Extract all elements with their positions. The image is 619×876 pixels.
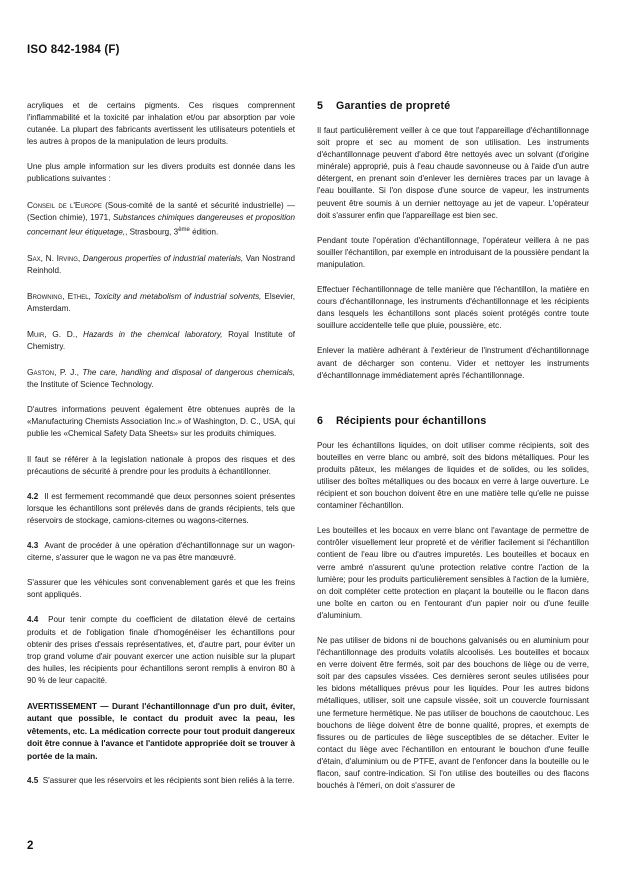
reference-author: Muir, G. D., bbox=[27, 328, 78, 339]
page-number: 2 bbox=[27, 840, 34, 852]
clause-4-3 bbox=[27, 540, 295, 564]
reference-post-title: Elsevier, Amsterdam. bbox=[27, 291, 296, 313]
section-number: 6 bbox=[317, 414, 324, 427]
clause-number: 4.4 bbox=[27, 615, 39, 625]
paragraph-5-4: Enlever la matière adhérant à l'extérieur de l'instrument d'échantillonnage avant de décharger son contenu. Vider et nettoyer les instruments d'échantillonnage immédiatement après l'échantillonnage. bbox=[317, 346, 589, 380]
reference-post-title: , Strasbourg, 3 bbox=[125, 227, 179, 237]
reference-conseil-europe bbox=[27, 199, 295, 239]
clause-text: Il est fermement recommandé que deux personnes soient présentes lorsque les échantillons sont prélevés dans de grands récipients, tels que réservoirs de stockage, camions-citernes ou wagons-citernes. bbox=[27, 491, 295, 525]
clause-number: 4.3 bbox=[27, 541, 39, 551]
reference-author: Gaston, P. J., bbox=[27, 367, 79, 378]
clause-text: Avant de procéder à une opération d'échantillonnage sur un wagon-citerne, s'assurer que le wagon ne va pas être manœuvré. bbox=[27, 541, 295, 563]
paragraph-6-1: Pour les échantillons liquides, on doit utiliser comme récipients, soit des bouteilles en verre blanc ou ambré, soit des bidons métalliques. Pour les produits pâteux, les mélanges de liquides et de solides, ou les solides, utiliser des boîtes métalliques ou des bocaux en verre à large ouverture. Le récipient et son bouchon doivent être en une matière telle qu'elle ne puisse contaminer l'échantillon. bbox=[317, 440, 589, 511]
paragraph-legislation: Il faut se référer à la legislation nationale à propos des risques et des précautions de sécurité à prendre pour les produits à échantillonner. bbox=[27, 454, 295, 476]
reference-post-title: the Institute of Science Technology. bbox=[27, 380, 154, 390]
clause-number: 4.2 bbox=[27, 491, 39, 501]
reference-title: Substances chimiques dangereuses et proposition concernant leur étiquetage, bbox=[27, 212, 296, 237]
section-title: Récipients pour échantillons bbox=[336, 414, 487, 427]
reference-post-title: Van Nostrand Reinhold. bbox=[27, 253, 296, 275]
reference-browning bbox=[27, 290, 295, 315]
section-number: 5 bbox=[317, 100, 324, 112]
document-header-standard-ref: ISO 842-1984 (F) bbox=[27, 44, 120, 56]
reference-tail: édition. bbox=[189, 227, 219, 237]
paragraph-autres-informations: D'autres informations peuvent également être obtenues auprès de la «Manufacturing Chemists Association Inc.» of Washington, D. C., USA, qui publie les «Chemical Safety Data Sheets» sur les produits chimiques. bbox=[27, 405, 295, 439]
paragraph-6-3: Ne pas utiliser de bidons ni de bouchons galvanisés ou en aluminium pour l'échantillonnage des produits volatils alcoolisés. Les bouteilles et bocaux en verre doivent être fermés, soit par des bouchons de liège ou de verre, soit par des capsules vissées. Ces dernières seront seules utilisées pour les bidons métalliques prévus pour les liquides. Pour les autres bidons métalliques, utiliser, soit une capsule vissée, soit un couvercle fournissant une fermeture hermétique. Ne pas utiliser de bouchons de caoutchouc. Les bouchons de liège doivent être de bonne qualité, propres, et exempts de fissures ou de particules de liège susceptibles de se détacher. Eviter le contact du liège avec l'échantillon en entourant le bouchon d'une feuille d'étain, d'aluminium ou de PTFE, avant de l'enfoncer dans la bouteille ou le flacon, sauf contre-indication. Si l'on utilise des bouteilles ou des flacons bouchés à l'émeri, on doit s'assurer de bbox=[317, 636, 589, 791]
paragraph-acryliques: acryliques et de certains pigments. Ces risques comprennent l'inflammabilité et la toxicité par inhalation et/ou par absorption par voie cutanée. La plupart des fabricants avertissent les utilisateurs potentiels et les autres à propos de la manipulation de leurs produits. bbox=[27, 101, 295, 147]
paragraph-information: Une plus ample information sur les divers produits est donnée dans les publications suivantes : bbox=[27, 162, 295, 184]
reference-author: Sax, N. Irving, bbox=[27, 252, 81, 263]
reference-title: The care, handling and disposal of dangerous chemicals, bbox=[82, 368, 295, 378]
reference-sax bbox=[27, 252, 295, 277]
section-title: Garanties de propreté bbox=[336, 100, 451, 112]
section-spacer bbox=[317, 395, 589, 415]
two-column-body bbox=[27, 100, 592, 805]
paragraph-5-3: Effectuer l'échantillonnage de telle manière que l'échantillon, la matière en cours d'échantillonnage, les instruments d'échantillonnage et les récipients dans lesquels les échantillons sont placés soient protégés contre toute souillure accidentelle telle que pluie, poussière, etc. bbox=[317, 285, 589, 331]
paragraph-6-2: Les bouteilles et les bocaux en verre blanc ont l'avantage de permettre de contrôler visuellement leur propreté et de vérifier facilement si l'échantillon contient de l'eau libre ou d'autres impuretés. Les bouteilles et bocaux en verre ambré n'assurent qu'une protection relative contre l'action de la lumière; pour les produits particulièrement sensibles à l'action de la lumière, on doit compléter cette protection en plaçant la bouteille ou le flacon dans une boîte en carton ou en l'entourant d'un papier noir ou d'une feuille d'aluminium. bbox=[317, 526, 589, 620]
paragraph-5-1: Il faut particulièrement veiller à ce que tout l'appareillage d'échantillonnage soit propre et sec au moment de son utilisation. Les instruments d'échantillonnage peuvent d'abord être nettoyés avec un solvant (d'origine minérale) approprié, puis à l'eau chaude savonneuse ou à l'aide d'un autre détergent, en prenant soin d'enlever les dernières traces par un lavage à l'eau bouillante. Si l'on dispose d'une source de vapeur, les instruments peuvent être soumis à un dernier nettoyage au jet de vapeur. L'opérateur doit s'assurer enfin que l'appareillage est bien sec. bbox=[317, 126, 589, 220]
reference-post-title: Royal Institute of Chemistry. bbox=[27, 329, 295, 351]
reference-edition-sup: ème bbox=[178, 226, 190, 233]
clause-4-4 bbox=[27, 614, 295, 687]
clause-text: S'assurer que les réservoirs et les récipients sont bien reliés à la terre. bbox=[42, 776, 295, 785]
paragraph-vehicules: S'assurer que les véhicules sont convenablement garés et que les freins sont appliqués. bbox=[27, 578, 295, 600]
right-column bbox=[317, 100, 589, 805]
reference-muir bbox=[27, 328, 295, 353]
reference-author: Browning, Ethel, bbox=[27, 290, 91, 301]
clause-4-5 bbox=[27, 775, 295, 787]
reference-title: Dangerous properties of industrial materials, bbox=[82, 253, 244, 263]
left-column bbox=[27, 100, 295, 805]
reference-title: Hazards in the chemical laboratory, bbox=[83, 329, 223, 339]
reference-author: Conseil de l'Europe bbox=[27, 199, 102, 210]
section-heading-5 bbox=[317, 100, 589, 112]
clause-text: Pour tenir compte du coefficient de dilatation élevé de certains produits et de l'obligation finale d'homogénéiser les échantillons pour obtenir des prises d'essais représentatives, et, d'autre part, pour éviter un trop grand volume d'air pouvant exercer une action nuisible sur la plupart des huiles, les récipients pour échantillons seront remplis à environ 80 à 90 % de leur capacité. bbox=[27, 615, 295, 685]
reference-title: Toxicity and metabolism of industrial solvents, bbox=[93, 291, 262, 301]
paragraph-5-2: Pendant toute l'opération d'échantillonnage, l'opérateur veillera à ne pas souiller l'échantillon, par exemple en introduisant de la poussière pendant la manipulation. bbox=[317, 235, 589, 269]
clause-4-2 bbox=[27, 491, 295, 527]
section-heading-6 bbox=[317, 415, 589, 427]
warning-avertissement: AVERTISSEMENT — Durant l'échantillonnage d'un pro duit, éviter, autant que possible, le contact du produit avec la peau, les vêtements, etc. La médication correcte pour tout produit dangereux doit être connue à l'avance et l'antidote appropriée doit se trouver à portée de la main. bbox=[27, 700, 295, 761]
reference-pre-title: (Sous-comité de la santé et sécurité industrielle) — (Section chimie), 1971, bbox=[27, 200, 296, 222]
reference-gaston bbox=[27, 366, 295, 391]
clause-number: 4.5 bbox=[27, 776, 39, 785]
